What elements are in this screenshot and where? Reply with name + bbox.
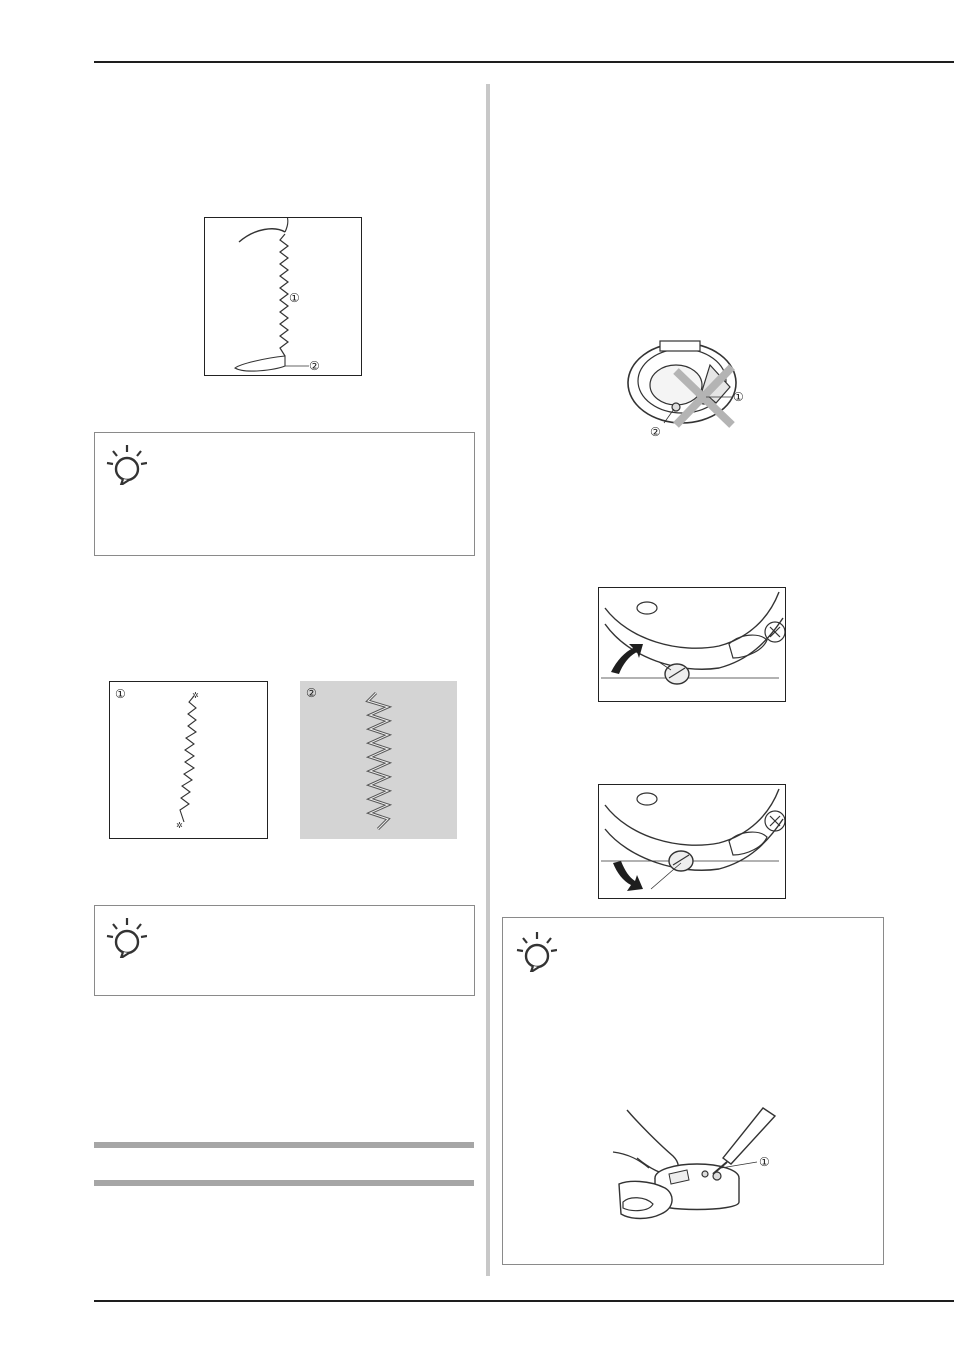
note-box-2 — [94, 905, 475, 996]
note-lightbulb-icon — [103, 914, 147, 958]
thread-zigzag-figure — [204, 217, 362, 376]
callout-1: ① — [289, 291, 300, 305]
note-lightbulb-icon — [103, 441, 147, 485]
callout-1: ① — [759, 1155, 770, 1169]
callout-2: ② — [650, 425, 661, 439]
screw-adjust-figure-down — [598, 784, 786, 899]
stitch-sample-figure-1 — [109, 681, 268, 839]
column-separator — [486, 84, 490, 1276]
callout-1: ① — [115, 687, 126, 701]
screwdriver-figure — [609, 1104, 789, 1239]
stitch-sample-drawing-1 — [110, 682, 267, 838]
stitch-sample-figure-2 — [300, 681, 457, 839]
svg-text:✲: ✲ — [192, 691, 199, 700]
stitch-sample-drawing-2 — [300, 681, 457, 839]
callout-1: ① — [733, 390, 744, 404]
callout-2: ② — [309, 359, 320, 373]
header-rule — [94, 61, 954, 63]
note-box-3 — [502, 917, 884, 1265]
callout-2: ② — [306, 686, 317, 700]
footer-rule — [94, 1300, 954, 1302]
rotate-arrow-down-icon — [613, 861, 643, 891]
note-box-1 — [94, 432, 475, 556]
bobbin-case-figure — [620, 335, 760, 445]
svg-text:✲: ✲ — [176, 821, 183, 830]
bobbin-case-drawing — [620, 335, 760, 445]
section-heading-bar-bottom — [94, 1180, 474, 1186]
screw-adjust-figure-up — [598, 587, 786, 702]
section-heading-bar-top — [94, 1142, 474, 1148]
rotate-arrow-up-icon — [611, 644, 643, 674]
note-lightbulb-icon — [513, 928, 557, 972]
screw-adjust-drawing-up — [599, 588, 785, 701]
screw-adjust-drawing-down — [599, 785, 785, 898]
thread-zigzag-drawing — [205, 218, 361, 375]
